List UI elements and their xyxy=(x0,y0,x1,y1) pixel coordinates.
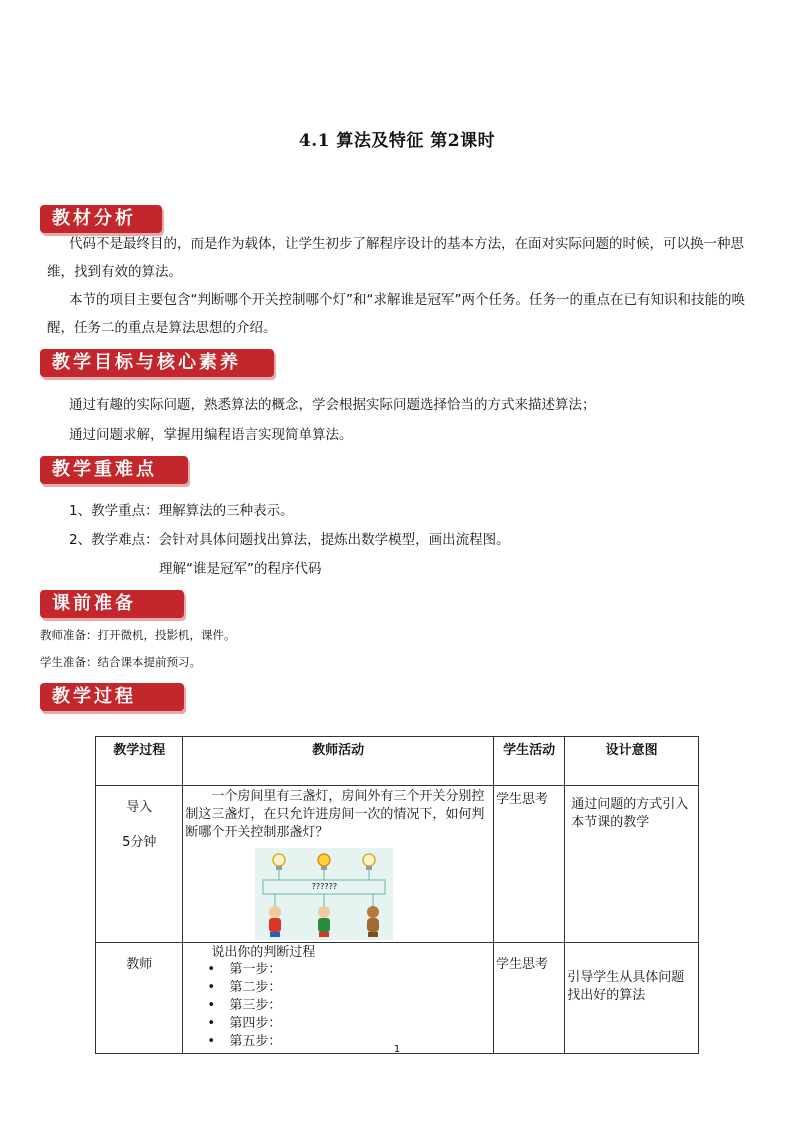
page-number: 1 xyxy=(393,1044,401,1055)
steps-list xyxy=(185,961,491,1051)
list-item: • 第五步： xyxy=(229,1033,491,1051)
table-row xyxy=(96,943,699,1054)
list-item: • 第四步： xyxy=(229,1015,491,1033)
row1-teacher-cell xyxy=(183,786,494,943)
teacher-preparation: 教师准备：打开微机，投影机，课件。 xyxy=(40,628,236,642)
analysis-paragraph-2: 本节的项目主要包含“判断哪个开关控制哪个灯”和“求解谁是冠军”两个任务。任务一的重点在已有知识和技能的唤醒，任务二的重点是算法思想的介绍。 xyxy=(47,292,745,336)
key-point-1: 1、教学重点：理解算法的三种表示。 xyxy=(69,503,294,519)
row2-teacher-cell xyxy=(183,943,494,1054)
teaching-process-table xyxy=(95,736,699,1054)
section-heading-key-points: 教学重难点 xyxy=(40,456,188,484)
row2-intent-cell xyxy=(565,943,699,1054)
key-point-3: 理解“谁是冠军”的程序代码 xyxy=(159,561,322,577)
row1-student-cell xyxy=(493,786,564,943)
section-heading-process: 教学过程 xyxy=(40,683,184,711)
table-row xyxy=(96,786,699,943)
list-item: • 第二步： xyxy=(229,979,491,997)
header-student-activity: 学生活动 xyxy=(493,737,564,786)
lamp-switch-illustration xyxy=(255,848,393,940)
bear-icon xyxy=(367,906,379,937)
row2-stage: 教师 xyxy=(126,957,153,972)
row1-stage: 导入 xyxy=(126,800,153,815)
analysis-paragraph-1: 代码不是最终目的，而是作为载体，让学生初步了解程序设计的基本方法，在面对实际问题的时候，可以换一种思维，找到有效的算法。 xyxy=(47,236,744,280)
goals-paragraph-1: 通过有趣的实际问题，熟悉算法的概念，学会根据实际问题选择恰当的方式来描述算法； xyxy=(69,397,596,413)
key-point-2: 2、教学难点：会针对具体问题找出算法，提炼出数学模型，画出流程图。 xyxy=(69,532,510,548)
lightbulb-icon xyxy=(273,854,285,870)
row2-design-intent: 引导学生从具体问题找出好的算法 xyxy=(567,970,685,1003)
header-design-intent: 设计意图 xyxy=(565,737,699,786)
list-item: • 第一步： xyxy=(229,961,491,979)
row1-design-intent: 通过问题的方式引入本节课的教学 xyxy=(571,797,689,830)
lightbulb-icon xyxy=(318,854,330,870)
row1-time: 5分钟 xyxy=(122,835,157,850)
lightbulb-icon xyxy=(363,854,375,870)
student-preparation: 学生准备：结合课本提前预习。 xyxy=(40,655,201,669)
section-heading-preparation: 课前准备 xyxy=(40,590,184,618)
goals-paragraph-2: 通过问题求解，掌握用编程语言实现简单算法。 xyxy=(69,427,353,443)
document-title: 4.1 算法及特征 第2课时 xyxy=(298,131,496,151)
lamp-switch-svg xyxy=(255,848,393,940)
header-teacher-activity: 教师活动 xyxy=(183,737,494,786)
row2-teacher-lead: 说出你的判断过程 xyxy=(211,945,316,960)
table-header-row xyxy=(96,737,699,786)
row1-intent-cell xyxy=(565,786,699,943)
row2-student-cell xyxy=(493,943,564,1054)
row1-student-activity: 学生思考 xyxy=(495,792,548,807)
row1-teacher-question: 一个房间里有三盏灯，房间外有三个开关分别控制这三盏灯，在只允许进房间一次的情况下，如何判断哪个开关控制那盏灯？ xyxy=(185,789,485,840)
clown-icon xyxy=(269,906,281,937)
section-heading-analysis: 教材分析 xyxy=(40,205,162,233)
row1-stage-cell xyxy=(96,786,183,943)
row2-stage-cell xyxy=(96,943,183,1054)
list-item: • 第三步： xyxy=(229,997,491,1015)
header-stage: 教学过程 xyxy=(96,737,183,786)
question-marks: ?????? xyxy=(311,882,338,891)
clown-icon xyxy=(318,906,330,937)
row2-student-activity: 学生思考 xyxy=(495,957,548,972)
section-heading-goals: 教学目标与核心素养 xyxy=(40,349,274,377)
